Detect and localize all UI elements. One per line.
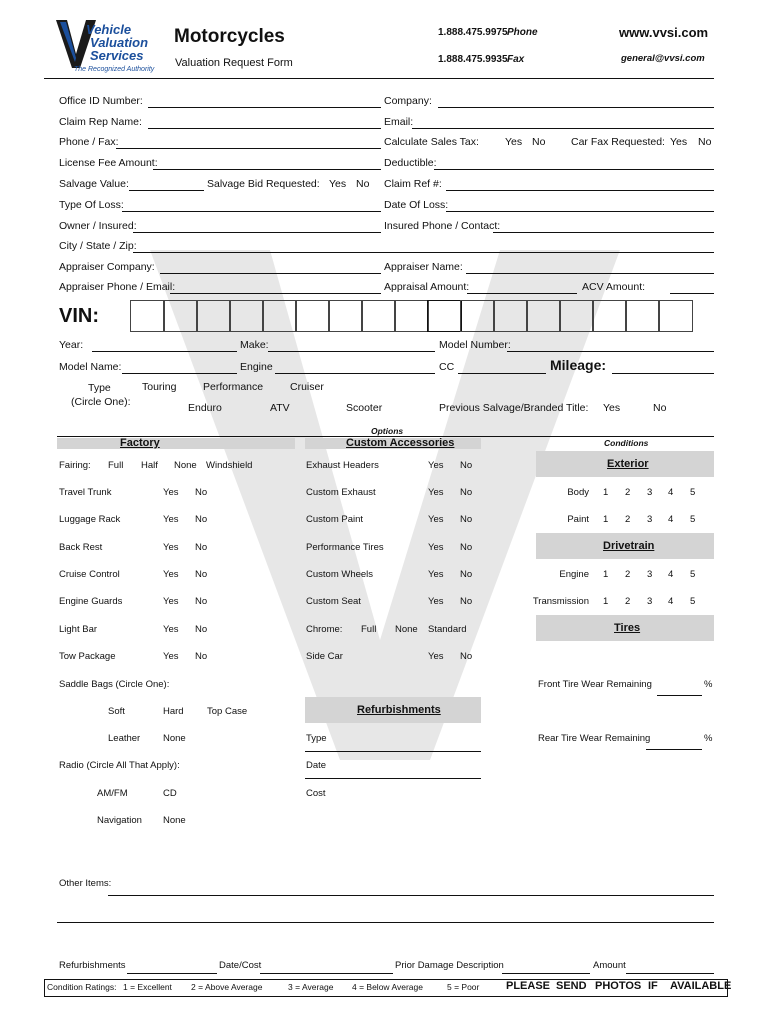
fairing-full[interactable]: Full [108,460,124,471]
refurb-type-field[interactable] [305,751,481,752]
factory-item-no[interactable]: No [195,514,208,525]
condition-transmission-rating[interactable]: 5 [690,596,696,607]
year-field[interactable] [92,351,237,352]
appraiser-name-field[interactable] [466,273,714,274]
salvage-bid-label: Salvage Bid Requested: [207,178,320,190]
chrome-label: Chrome: [306,624,343,635]
custom-item-yes[interactable]: Yes [428,460,444,471]
appraiser-name-label: Appraiser Name: [384,261,463,273]
claim-ref-label: Claim Ref #: [384,178,442,190]
prev-salvage-yes[interactable]: Yes [603,402,621,414]
custom-accessories-heading: Custom Accessories [346,437,455,449]
footer-if: IF [648,980,658,992]
footer-please: PLEASE [506,980,551,992]
license-fee-field[interactable] [153,169,381,170]
custom-item-no[interactable]: No [460,542,473,553]
model-number-field[interactable] [507,351,714,352]
salvage-bid-yes[interactable]: Yes [329,178,347,190]
condition-paint-rating[interactable]: 1 [603,514,609,525]
vin-box-7[interactable] [328,300,363,332]
date-of-loss-label: Date Of Loss: [384,199,449,211]
tires-heading: Tires [614,622,641,634]
vin-box-16[interactable] [625,300,660,332]
condition-paint-rating[interactable]: 3 [647,514,653,525]
custom-item-label: Custom Seat [306,596,361,607]
other-items-field-2[interactable] [57,922,714,923]
appraisal-amount-field[interactable] [467,293,577,294]
office-id-field[interactable] [148,107,381,108]
office-id-label: Office ID Number: [59,95,143,107]
type-label-1: Type [88,382,111,394]
chrome-full[interactable]: Full [361,624,377,635]
factory-item-label: Back Rest [59,542,103,553]
prev-salvage-label: Previous Salvage/Branded Title: [439,402,589,414]
rear-tire-pct: % [704,733,713,744]
condition-transmission-rating[interactable]: 2 [625,596,631,607]
chrome-standard[interactable]: Standard [428,624,467,635]
factory-item-no[interactable]: No [195,596,208,607]
date-cost-label: Date/Cost [219,960,262,971]
exterior-heading: Exterior [607,458,649,470]
owner-insured-field[interactable] [133,232,381,233]
sales-tax-label: Calculate Sales Tax: [384,136,479,148]
other-items-field-1[interactable] [108,895,714,896]
appraiser-company-label: Appraiser Company: [59,261,155,273]
condition-body-rating[interactable]: 1 [603,487,609,498]
vin-box-3[interactable] [196,300,231,332]
website-link[interactable]: www.vvsi.com [619,25,709,40]
vin-box-5[interactable] [262,300,297,332]
date-of-loss-field[interactable] [446,211,714,212]
sales-tax-no[interactable]: No [532,136,546,148]
footer-rating-3: 3 = Average [288,982,334,992]
logo-tagline: The Recognized Authority [74,66,155,73]
page-title: Motorcycles [174,26,285,47]
type-scooter[interactable]: Scooter [346,402,383,414]
vin-box-12[interactable] [493,300,528,332]
footer-photos: PHOTOS [595,980,642,992]
claim-ref-field[interactable] [446,190,714,191]
factory-item-yes[interactable]: Yes [163,624,179,635]
conditions-heading: Conditions [604,438,649,448]
condition-engine-rating[interactable]: 4 [668,569,674,580]
mileage-label: Mileage: [550,357,607,373]
salvage-value-label: Salvage Value: [59,178,129,190]
saddle-none[interactable]: None [163,733,186,744]
make-field[interactable] [268,351,435,352]
vin-box-6[interactable] [295,300,330,332]
type-label-2: (Circle One): [71,396,131,408]
footer-rating-4: 4 = Below Average [352,982,423,992]
year-label: Year: [59,339,84,351]
condition-transmission-label: Transmission [532,596,589,607]
condition-paint-rating[interactable]: 2 [625,514,631,525]
factory-item-label: Tow Package [59,651,116,662]
type-performance[interactable]: Performance [203,381,264,393]
refurb-date-field[interactable] [305,778,481,779]
condition-transmission-rating[interactable]: 3 [647,596,653,607]
claim-rep-field[interactable] [148,128,381,129]
factory-item-label: Engine Guards [59,596,123,607]
footer-rating-5: 5 = Poor [447,982,480,992]
email-label: Email: [384,116,414,128]
condition-transmission-rating[interactable]: 1 [603,596,609,607]
factory-item-yes[interactable]: Yes [163,596,179,607]
factory-header [57,438,295,449]
email-link[interactable]: general@vvsi.com [621,53,705,64]
vin-box-8[interactable] [361,300,396,332]
factory-item-yes[interactable]: Yes [163,569,179,580]
type-of-loss-field[interactable] [122,211,381,212]
appraisal-amount-label: Appraisal Amount: [384,281,470,293]
condition-paint-rating[interactable]: 5 [690,514,696,525]
car-fax-no[interactable]: No [698,136,712,148]
factory-item-yes[interactable]: Yes [163,514,179,525]
vin-box-1[interactable] [130,300,165,332]
saddle-bags-label: Saddle Bags (Circle One): [59,679,170,690]
saddle-hard[interactable]: Hard [163,706,184,717]
condition-engine-rating[interactable]: 3 [647,569,653,580]
vin-box-10[interactable] [427,300,462,332]
custom-item-label: Custom Paint [306,514,364,525]
phone-fax-label: Phone / Fax: [59,136,119,148]
saddle-soft[interactable]: Soft [108,706,125,717]
factory-item-label: Travel Trunk [59,487,112,498]
factory-item-yes[interactable]: Yes [163,542,179,553]
factory-item-no[interactable]: No [195,569,208,580]
custom-item-no[interactable]: No [460,569,473,580]
company-logo [56,20,162,78]
claim-rep-label: Claim Rep Name: [59,116,142,128]
email-field[interactable] [412,128,714,129]
radio-label: Radio (Circle All That Apply): [59,760,180,771]
factory-item-no[interactable]: No [195,651,208,662]
custom-item-label: Performance Tires [306,542,384,553]
acv-amount-label: ACV Amount: [582,281,646,293]
prior-damage-label: Prior Damage Description [395,960,504,971]
car-fax-yes[interactable]: Yes [670,136,688,148]
logo-line-3: Services [90,48,144,63]
fairing-half[interactable]: Half [141,460,158,471]
vin-box-2[interactable] [163,300,198,332]
radio-amfm[interactable]: AM/FM [97,788,128,799]
custom-item-label: Exhaust Headers [306,460,379,471]
condition-engine-rating[interactable]: 1 [603,569,609,580]
footer-available: AVAILABLE [670,980,732,992]
footer-send: SEND [556,980,587,992]
fax-label: Fax [507,54,525,65]
acv-amount-field[interactable] [670,293,714,294]
radio-cd[interactable]: CD [163,788,177,799]
refurbishments-label: Refurbishments [59,960,126,971]
custom-item-no[interactable]: No [460,487,473,498]
amount-field[interactable] [626,973,714,974]
vin-box-4[interactable] [229,300,264,332]
appraiser-phone-field[interactable] [170,293,381,294]
footer-condition-ratings: Condition Ratings: [47,982,117,992]
condition-engine-rating[interactable]: 2 [625,569,631,580]
factory-item-label: Light Bar [59,624,98,635]
logo-line-1: Vehicle [86,22,132,37]
cc-field[interactable] [458,373,546,374]
engine-label: Engine [240,361,273,373]
footer-rating-1: 1 = Excellent [123,982,172,992]
insured-phone-field[interactable] [493,232,714,233]
date-cost-field[interactable] [260,973,393,974]
factory-item-no[interactable]: No [195,624,208,635]
car-fax-label: Car Fax Requested: [571,136,665,148]
condition-engine-rating[interactable]: 5 [690,569,696,580]
city-state-zip-field[interactable] [133,252,714,253]
custom-item-yes[interactable]: Yes [428,596,444,607]
appraiser-company-field[interactable] [160,273,381,274]
custom-item-yes[interactable]: Yes [428,514,444,525]
custom-item-yes[interactable]: Yes [428,542,444,553]
vin-label: VIN: [59,305,99,327]
mileage-field[interactable] [612,373,714,374]
condition-body-rating[interactable]: 3 [647,487,653,498]
custom-item-label: Custom Exhaust [306,487,376,498]
type-touring[interactable]: Touring [142,381,177,393]
vin-box-13[interactable] [526,300,561,332]
appraiser-phone-label: Appraiser Phone / Email: [59,281,176,293]
model-name-field[interactable] [122,373,237,374]
salvage-value-field[interactable] [129,190,204,191]
factory-item-label: Cruise Control [59,569,120,580]
side-car-no[interactable]: No [460,651,473,662]
front-tire-field[interactable] [657,695,702,696]
company-field[interactable] [438,107,714,108]
sales-tax-yes[interactable]: Yes [505,136,523,148]
factory-item-yes[interactable]: Yes [163,487,179,498]
condition-body-rating[interactable]: 5 [690,487,696,498]
custom-item-no[interactable]: No [460,514,473,525]
type-atv[interactable]: ATV [270,402,290,414]
custom-item-yes[interactable]: Yes [428,487,444,498]
refurbishments-field[interactable] [127,973,217,974]
radio-navigation[interactable]: Navigation [97,815,142,826]
chrome-none[interactable]: None [395,624,418,635]
logo-line-2: Valuation [90,35,149,50]
vin-box-17[interactable] [658,300,693,332]
condition-transmission-rating[interactable]: 4 [668,596,674,607]
insured-phone-label: Insured Phone / Contact: [384,220,501,232]
rear-tire-label: Rear Tire Wear Remaining [538,733,651,744]
factory-item-yes[interactable]: Yes [163,651,179,662]
amount-label: Amount [593,960,626,971]
refurb-type-label: Type [306,733,327,744]
license-fee-label: License Fee Amount: [59,157,158,169]
custom-item-yes[interactable]: Yes [428,569,444,580]
custom-item-no[interactable]: No [460,596,473,607]
type-enduro[interactable]: Enduro [188,402,222,414]
refurb-date-label: Date [306,760,327,771]
fax-number: 1.888.475.9935 [438,54,508,65]
side-car-yes[interactable]: Yes [428,651,444,662]
drivetrain-heading: Drivetrain [603,540,655,552]
type-of-loss-label: Type Of Loss: [59,199,124,211]
vin-box-9[interactable] [394,300,429,332]
rear-tire-field[interactable] [646,749,702,750]
phone-number: 1.888.475.9975 [438,27,508,38]
saddle-top-case[interactable]: Top Case [207,706,248,717]
refurb-cost-label: Cost [306,788,326,799]
type-cruiser[interactable]: Cruiser [290,381,324,393]
model-name-label: Model Name: [59,361,122,373]
saddle-leather[interactable]: Leather [108,733,141,744]
condition-body-rating[interactable]: 4 [668,487,674,498]
factory-heading: Factory [120,437,160,449]
side-car-label: Side Car [306,651,343,662]
options-heading: Options [371,426,404,436]
front-tire-pct: % [704,679,713,690]
make-label: Make: [240,339,269,351]
cc-label: CC [439,361,455,373]
prev-salvage-no[interactable]: No [653,402,667,414]
header-rule [44,78,714,79]
other-items-label: Other Items: [59,878,112,889]
phone-label: Phone [507,27,538,38]
city-state-zip-label: City / State / Zip: [59,240,137,252]
custom-item-no[interactable]: No [460,460,473,471]
vin-box-14[interactable] [559,300,594,332]
phone-fax-field[interactable] [116,148,381,149]
factory-item-no[interactable]: No [195,487,208,498]
fairing-label: Fairing: [59,460,91,471]
condition-paint-label: Paint [567,514,589,525]
factory-item-label: Luggage Rack [59,514,121,525]
prior-damage-field[interactable] [502,973,590,974]
condition-paint-rating[interactable]: 4 [668,514,674,525]
model-number-label: Model Number: [439,339,511,351]
radio-none[interactable]: None [163,815,186,826]
condition-engine-label: Engine [559,569,589,580]
deductible-field[interactable] [434,169,714,170]
front-tire-label: Front Tire Wear Remaining [538,679,652,690]
company-label: Company: [384,95,432,107]
engine-field[interactable] [275,373,435,374]
vin-box-15[interactable] [592,300,627,332]
vin-box-11[interactable] [460,300,495,332]
owner-insured-label: Owner / Insured: [59,220,137,232]
salvage-bid-no[interactable]: No [356,178,370,190]
page-subtitle: Valuation Request Form [175,57,293,69]
deductible-label: Deductible: [384,157,437,169]
refurbishments-heading: Refurbishments [357,704,441,716]
footer-rating-2: 2 = Above Average [191,982,263,992]
factory-item-no[interactable]: No [195,542,208,553]
custom-item-label: Custom Wheels [306,569,374,580]
fairing-windshield[interactable]: Windshield [206,460,253,471]
condition-body-label: Body [567,487,589,498]
fairing-none[interactable]: None [174,460,197,471]
condition-body-rating[interactable]: 2 [625,487,631,498]
